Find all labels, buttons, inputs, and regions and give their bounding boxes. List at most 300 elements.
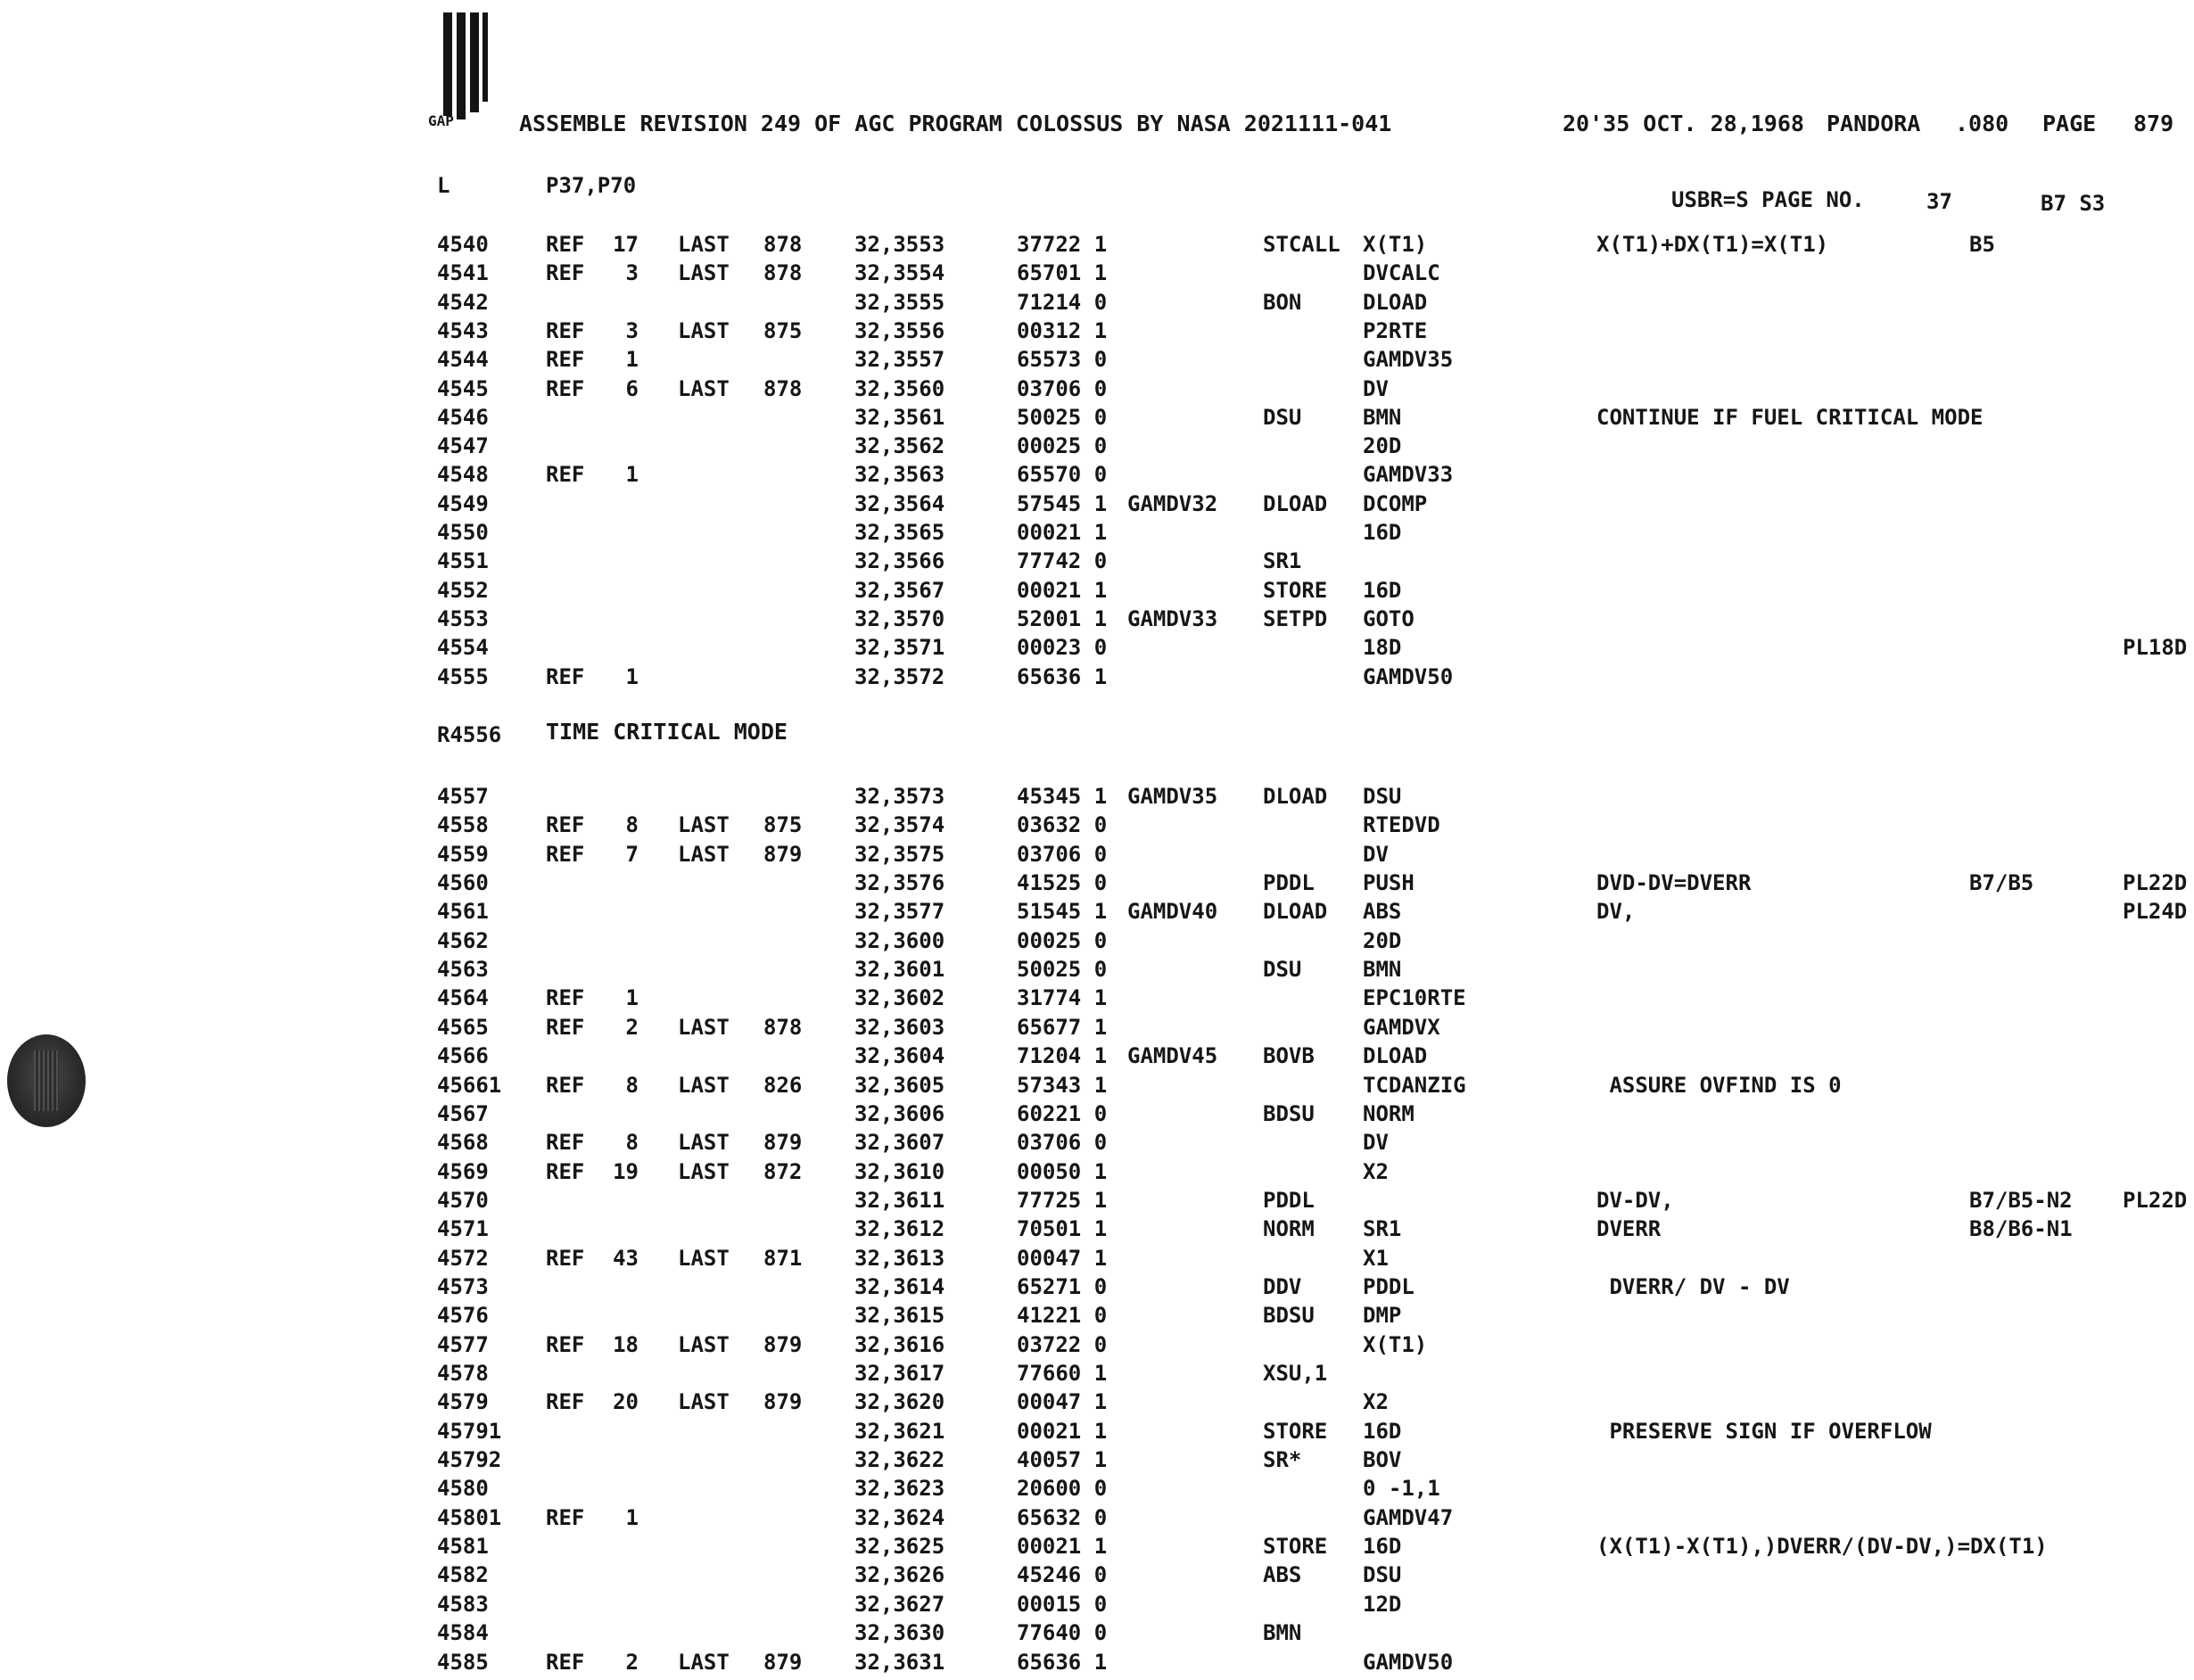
ref-marker: REF bbox=[546, 1504, 585, 1530]
octal-code: 00047 1 bbox=[1017, 1245, 1108, 1271]
ref-marker: REF bbox=[546, 812, 585, 838]
octal-code: 00021 1 bbox=[1017, 520, 1108, 545]
line-number: 4554 bbox=[437, 635, 489, 661]
address: 32,3630 bbox=[854, 1620, 945, 1646]
listing-row bbox=[0, 522, 2194, 550]
ref-count: 20 bbox=[613, 1389, 639, 1415]
operand: 20D bbox=[1363, 927, 1402, 953]
listing-row bbox=[0, 637, 2194, 665]
listing-row bbox=[0, 1418, 2194, 1449]
line-number: 4576 bbox=[437, 1303, 489, 1329]
ref-marker: REF bbox=[546, 232, 585, 257]
last-marker: LAST bbox=[678, 1158, 730, 1184]
line-number: 4577 bbox=[437, 1331, 489, 1357]
comment: PRESERVE SIGN IF OVERFLOW bbox=[1596, 1418, 1932, 1444]
line-number: 4581 bbox=[437, 1534, 489, 1560]
address: 32,3554 bbox=[854, 260, 945, 286]
ref-count: 8 bbox=[625, 812, 639, 838]
operand: 16D bbox=[1363, 1418, 1402, 1444]
last-marker: LAST bbox=[678, 1014, 730, 1040]
address: 32,3574 bbox=[854, 812, 945, 838]
operand: X(T1) bbox=[1363, 1331, 1428, 1357]
scale-factor: B8/B6-N1 bbox=[1969, 1216, 2073, 1242]
octal-code: 20600 0 bbox=[1017, 1476, 1108, 1502]
listing-row bbox=[0, 1045, 2194, 1074]
comment: CONTINUE IF FUEL CRITICAL MODE bbox=[1596, 404, 1984, 430]
address: 32,3605 bbox=[854, 1072, 945, 1098]
listing-row bbox=[0, 550, 2194, 579]
octal-code: 70501 1 bbox=[1017, 1216, 1108, 1242]
opcode: DLOAD bbox=[1263, 784, 1328, 809]
line-number: 4584 bbox=[437, 1620, 489, 1646]
comment: DVERR/ DV - DV bbox=[1596, 1273, 1790, 1299]
header-code: .080 bbox=[1955, 111, 2009, 136]
octal-code: 65570 0 bbox=[1017, 462, 1108, 488]
comment: (X(T1)-X(T1),)DVERR/(DV-DV,)=DX(T1) bbox=[1596, 1534, 2048, 1560]
ref-count: 2 bbox=[625, 1014, 639, 1040]
operand: GAMDV35 bbox=[1363, 347, 1454, 373]
last-marker: LAST bbox=[678, 1331, 730, 1357]
operand: X(T1) bbox=[1363, 232, 1428, 257]
ref-marker: REF bbox=[546, 462, 585, 488]
address: 32,3556 bbox=[854, 317, 945, 343]
address: 32,3555 bbox=[854, 289, 945, 315]
address: 32,3570 bbox=[854, 605, 945, 631]
opcode: DLOAD bbox=[1263, 490, 1328, 516]
line-number: 4551 bbox=[437, 548, 489, 574]
octal-code: 00021 1 bbox=[1017, 1534, 1108, 1560]
line-number: 4571 bbox=[437, 1216, 489, 1242]
address: 32,3615 bbox=[854, 1303, 945, 1329]
listing-row bbox=[0, 1132, 2194, 1160]
octal-code: 03706 0 bbox=[1017, 1130, 1108, 1156]
octal-code: 52001 1 bbox=[1017, 605, 1108, 631]
listing-row bbox=[0, 404, 2194, 435]
octal-code: 77660 1 bbox=[1017, 1361, 1108, 1386]
listing-row bbox=[0, 1305, 2194, 1333]
octal-code: 50025 0 bbox=[1017, 957, 1108, 983]
ref-count: 1 bbox=[625, 347, 639, 373]
last-page: 879 bbox=[763, 1389, 803, 1415]
operand: BOV bbox=[1363, 1447, 1402, 1473]
header-title: ASSEMBLE REVISION 249 OF AGC PROGRAM COLOSSUS BY NASA 2021111-041 bbox=[519, 111, 1392, 136]
line-number: 45661 bbox=[437, 1072, 502, 1098]
push-list: PL22D bbox=[2123, 1187, 2188, 1213]
ref-marker: REF bbox=[546, 1072, 585, 1098]
line-number: 4561 bbox=[437, 899, 489, 925]
line-number: 4546 bbox=[437, 404, 489, 430]
octal-code: 00025 0 bbox=[1017, 927, 1108, 953]
line-number: 4557 bbox=[437, 784, 489, 809]
last-marker: LAST bbox=[678, 1245, 730, 1271]
opcode: DSU bbox=[1263, 957, 1302, 983]
operand: PDDL bbox=[1363, 1273, 1415, 1299]
octal-code: 00021 1 bbox=[1017, 1418, 1108, 1444]
operand: DCOMP bbox=[1363, 490, 1428, 516]
last-page: 878 bbox=[763, 260, 803, 286]
listing-row bbox=[0, 663, 2194, 695]
line-number: 4563 bbox=[437, 957, 489, 983]
last-marker: LAST bbox=[678, 260, 730, 286]
address: 32,3573 bbox=[854, 784, 945, 809]
opcode: PDDL bbox=[1263, 1187, 1315, 1213]
operand: NORM bbox=[1363, 1100, 1415, 1126]
octal-code: 65636 1 bbox=[1017, 1649, 1108, 1675]
last-page: 878 bbox=[763, 375, 803, 401]
operand: X2 bbox=[1363, 1389, 1389, 1415]
octal-code: 37722 1 bbox=[1017, 232, 1108, 257]
operand: EPC10RTE bbox=[1363, 985, 1466, 1011]
scale-factors: B7 S3 bbox=[2041, 191, 2106, 216]
ref-marker: REF bbox=[546, 347, 585, 373]
line-number: 45801 bbox=[437, 1504, 502, 1530]
header-date: 20'35 OCT. 28,1968 bbox=[1563, 111, 1804, 136]
last-page: 879 bbox=[763, 841, 803, 867]
line-number: 4558 bbox=[437, 812, 489, 838]
ref-marker: REF bbox=[546, 1014, 585, 1040]
ref-marker: REF bbox=[546, 1331, 585, 1357]
comment: ASSURE OVFIND IS 0 bbox=[1596, 1072, 1842, 1098]
last-page: 878 bbox=[763, 232, 803, 257]
listing-row bbox=[0, 1622, 2194, 1651]
octal-code: 60221 0 bbox=[1017, 1100, 1108, 1126]
opcode: XSU,1 bbox=[1263, 1361, 1328, 1386]
octal-code: 00047 1 bbox=[1017, 1389, 1108, 1415]
section-comment: TIME CRITICAL MODE bbox=[546, 719, 788, 745]
label: GAMDV40 bbox=[1127, 899, 1218, 925]
listing-row bbox=[0, 1391, 2194, 1420]
operand: GAMDVX bbox=[1363, 1014, 1440, 1040]
listing-row bbox=[0, 234, 2194, 262]
label: GAMDV35 bbox=[1127, 784, 1218, 809]
operand: SR1 bbox=[1363, 1216, 1402, 1242]
last-page: 879 bbox=[763, 1130, 803, 1156]
ref-count: 8 bbox=[625, 1130, 639, 1156]
address: 32,3601 bbox=[854, 957, 945, 983]
operand: GAMDV50 bbox=[1363, 663, 1454, 689]
last-page: 879 bbox=[763, 1649, 803, 1675]
operand: 12D bbox=[1363, 1591, 1402, 1617]
push-list: PL18D bbox=[2123, 635, 2188, 661]
listing-row bbox=[0, 872, 2194, 901]
address: 32,3603 bbox=[854, 1014, 945, 1040]
ref-count: 6 bbox=[625, 375, 639, 401]
line-number: 4550 bbox=[437, 520, 489, 545]
address: 32,3553 bbox=[854, 232, 945, 257]
section-line-number: R4556 bbox=[437, 722, 502, 747]
line-number: 4570 bbox=[437, 1187, 489, 1213]
address: 32,3622 bbox=[854, 1447, 945, 1473]
listing-row bbox=[0, 289, 2194, 320]
line-number: 4583 bbox=[437, 1591, 489, 1617]
header-page-label: PAGE bbox=[2042, 111, 2097, 136]
address: 32,3620 bbox=[854, 1389, 945, 1415]
address: 32,3613 bbox=[854, 1245, 945, 1271]
operand: ABS bbox=[1363, 899, 1402, 925]
line-number: 4559 bbox=[437, 841, 489, 867]
opcode: STCALL bbox=[1263, 232, 1340, 257]
octal-code: 45246 0 bbox=[1017, 1562, 1108, 1588]
address: 32,3631 bbox=[854, 1649, 945, 1675]
operand: DLOAD bbox=[1363, 1043, 1428, 1069]
operand: X2 bbox=[1363, 1158, 1389, 1184]
listing-row bbox=[0, 1331, 2194, 1363]
line-number: 4553 bbox=[437, 605, 489, 631]
operand: GAMDV47 bbox=[1363, 1504, 1454, 1530]
line-number: 4543 bbox=[437, 317, 489, 343]
opcode: BON bbox=[1263, 289, 1302, 315]
ref-marker: REF bbox=[546, 985, 585, 1011]
line-number: 4547 bbox=[437, 433, 489, 459]
octal-code: 45345 1 bbox=[1017, 784, 1108, 809]
octal-code: 65701 1 bbox=[1017, 260, 1108, 286]
last-marker: LAST bbox=[678, 1130, 730, 1156]
operand: DV bbox=[1363, 1130, 1389, 1156]
last-marker: LAST bbox=[678, 317, 730, 343]
header-machine: PANDORA bbox=[1827, 111, 1921, 136]
listing-row bbox=[0, 1449, 2194, 1478]
line-number: 4580 bbox=[437, 1476, 489, 1502]
opcode: SETPD bbox=[1263, 605, 1328, 631]
line-number: 4541 bbox=[437, 260, 489, 286]
operand: GOTO bbox=[1363, 605, 1415, 631]
comment: DV, bbox=[1596, 899, 1636, 925]
octal-code: 77725 1 bbox=[1017, 1187, 1108, 1213]
address: 32,3612 bbox=[854, 1216, 945, 1242]
opcode: DLOAD bbox=[1263, 899, 1328, 925]
listing-row bbox=[0, 577, 2194, 608]
listing-row bbox=[0, 814, 2194, 843]
octal-code: 50025 0 bbox=[1017, 404, 1108, 430]
push-list: PL22D bbox=[2123, 870, 2188, 896]
listing-row bbox=[0, 1014, 2194, 1045]
opcode: BDSU bbox=[1263, 1100, 1315, 1126]
ref-count: 2 bbox=[625, 1649, 639, 1675]
address: 32,3614 bbox=[854, 1273, 945, 1299]
address: 32,3562 bbox=[854, 433, 945, 459]
last-marker: LAST bbox=[678, 812, 730, 838]
listing-row bbox=[0, 927, 2194, 959]
operand: 20D bbox=[1363, 433, 1402, 459]
listing-row bbox=[0, 349, 2194, 377]
octal-code: 65573 0 bbox=[1017, 347, 1108, 373]
listing-row bbox=[0, 1100, 2194, 1132]
address: 32,3602 bbox=[854, 985, 945, 1011]
ref-marker: REF bbox=[546, 1389, 585, 1415]
octal-code: 41525 0 bbox=[1017, 870, 1108, 896]
listing-row bbox=[0, 841, 2194, 872]
address: 32,3617 bbox=[854, 1361, 945, 1386]
address: 32,3600 bbox=[854, 927, 945, 953]
label: GAMDV33 bbox=[1127, 605, 1218, 631]
address: 32,3604 bbox=[854, 1043, 945, 1069]
listing-row bbox=[0, 786, 2194, 814]
line-number: 4549 bbox=[437, 490, 489, 516]
ref-marker: REF bbox=[546, 1245, 585, 1271]
address: 32,3606 bbox=[854, 1100, 945, 1126]
address: 32,3567 bbox=[854, 577, 945, 603]
opcode: BMN bbox=[1263, 1620, 1302, 1646]
octal-code: 65271 0 bbox=[1017, 1273, 1108, 1299]
listing-row bbox=[0, 605, 2194, 637]
octal-code: 40057 1 bbox=[1017, 1447, 1108, 1473]
listing-row bbox=[0, 1363, 2194, 1391]
ref-count: 1 bbox=[625, 985, 639, 1011]
line-number: 4578 bbox=[437, 1361, 489, 1386]
opcode: BDSU bbox=[1263, 1303, 1315, 1329]
line-number: 4542 bbox=[437, 289, 489, 315]
operand: 0 -1,1 bbox=[1363, 1476, 1440, 1502]
line-number: 4548 bbox=[437, 462, 489, 488]
operand: DSU bbox=[1363, 1562, 1402, 1588]
address: 32,3623 bbox=[854, 1476, 945, 1502]
last-marker: LAST bbox=[678, 232, 730, 257]
ref-marker: REF bbox=[546, 375, 585, 401]
label: GAMDV32 bbox=[1127, 490, 1218, 516]
address: 32,3627 bbox=[854, 1591, 945, 1617]
ref-count: 18 bbox=[613, 1331, 639, 1357]
listing-row bbox=[0, 490, 2194, 522]
opcode: DSU bbox=[1263, 404, 1302, 430]
address: 32,3561 bbox=[854, 404, 945, 430]
line-number: 4545 bbox=[437, 375, 489, 401]
address: 32,3616 bbox=[854, 1331, 945, 1357]
line-number: 4552 bbox=[437, 577, 489, 603]
listing-row bbox=[0, 435, 2194, 464]
octal-code: 00312 1 bbox=[1017, 317, 1108, 343]
address: 32,3624 bbox=[854, 1504, 945, 1530]
scale-factor: B7/B5-N2 bbox=[1969, 1187, 2073, 1213]
ref-marker: REF bbox=[546, 317, 585, 343]
operand: 16D bbox=[1363, 520, 1402, 545]
scale-factor: B5 bbox=[1969, 232, 1995, 257]
octal-code: 03632 0 bbox=[1017, 812, 1108, 838]
listing-row bbox=[0, 375, 2194, 407]
address: 32,3565 bbox=[854, 520, 945, 545]
opcode: STORE bbox=[1263, 1534, 1328, 1560]
octal-code: 03706 0 bbox=[1017, 841, 1108, 867]
comment: X(T1)+DX(T1)=X(T1) bbox=[1596, 232, 1829, 257]
label: GAMDV45 bbox=[1127, 1043, 1218, 1069]
octal-code: 65636 1 bbox=[1017, 663, 1108, 689]
ref-count: 3 bbox=[625, 260, 639, 286]
address: 32,3566 bbox=[854, 548, 945, 574]
listing-row bbox=[0, 1591, 2194, 1622]
operand: DV bbox=[1363, 841, 1389, 867]
line-number: 4567 bbox=[437, 1100, 489, 1126]
last-page: 826 bbox=[763, 1072, 803, 1098]
last-page: 875 bbox=[763, 812, 803, 838]
line-number: 45792 bbox=[437, 1447, 502, 1473]
octal-code: 77742 0 bbox=[1017, 548, 1108, 574]
operand: 16D bbox=[1363, 577, 1402, 603]
ref-count: 1 bbox=[625, 663, 639, 689]
comment: DV-DV, bbox=[1596, 1187, 1674, 1213]
operand: RTEDVD bbox=[1363, 812, 1440, 838]
line-number: 4540 bbox=[437, 232, 489, 257]
address: 32,3563 bbox=[854, 462, 945, 488]
line-number: 4565 bbox=[437, 1014, 489, 1040]
operand: X1 bbox=[1363, 1245, 1389, 1271]
last-page: 878 bbox=[763, 1014, 803, 1040]
opcode: BOVB bbox=[1263, 1043, 1315, 1069]
octal-code: 31774 1 bbox=[1017, 985, 1108, 1011]
ref-count: 17 bbox=[613, 232, 639, 257]
comment: DVERR bbox=[1596, 1216, 1662, 1242]
ref-marker: REF bbox=[546, 1130, 585, 1156]
last-marker: LAST bbox=[678, 375, 730, 401]
listing-row bbox=[0, 1158, 2194, 1190]
octal-code: 65677 1 bbox=[1017, 1014, 1108, 1040]
octal-code: 00050 1 bbox=[1017, 1158, 1108, 1184]
line-number: 4544 bbox=[437, 347, 489, 373]
header-logo: GAP bbox=[428, 112, 454, 129]
ref-count: 19 bbox=[613, 1158, 639, 1184]
listing-row bbox=[0, 317, 2194, 349]
address: 32,3621 bbox=[854, 1418, 945, 1444]
operand: PUSH bbox=[1363, 870, 1415, 896]
ref-marker: REF bbox=[546, 841, 585, 867]
line-number: 45791 bbox=[437, 1418, 502, 1444]
ref-marker: REF bbox=[546, 1649, 585, 1675]
address: 32,3560 bbox=[854, 375, 945, 401]
operand: TCDANZIG bbox=[1363, 1072, 1466, 1098]
operand: 18D bbox=[1363, 635, 1402, 661]
octal-code: 03706 0 bbox=[1017, 375, 1108, 401]
line-number: 4569 bbox=[437, 1158, 489, 1184]
listing-row bbox=[0, 1536, 2194, 1564]
octal-code: 57343 1 bbox=[1017, 1072, 1108, 1098]
address: 32,3572 bbox=[854, 663, 945, 689]
address: 32,3577 bbox=[854, 899, 945, 925]
opcode: STORE bbox=[1263, 1418, 1328, 1444]
octal-code: 51545 1 bbox=[1017, 899, 1108, 925]
listing-row bbox=[0, 1245, 2194, 1276]
octal-code: 00021 1 bbox=[1017, 577, 1108, 603]
line-number: 4555 bbox=[437, 663, 489, 689]
address: 32,3610 bbox=[854, 1158, 945, 1184]
octal-code: 71214 0 bbox=[1017, 289, 1108, 315]
ref-marker: REF bbox=[546, 260, 585, 286]
last-marker: LAST bbox=[678, 1072, 730, 1098]
listing-row bbox=[0, 1504, 2194, 1536]
ref-count: 1 bbox=[625, 1504, 639, 1530]
address: 32,3564 bbox=[854, 490, 945, 516]
address: 32,3576 bbox=[854, 870, 945, 896]
scale-factor: B7/B5 bbox=[1969, 870, 2034, 896]
line-number: 4573 bbox=[437, 1273, 489, 1299]
ref-count: 7 bbox=[625, 841, 639, 867]
octal-code: 57545 1 bbox=[1017, 490, 1108, 516]
ref-count: 8 bbox=[625, 1072, 639, 1098]
listing-row bbox=[0, 1564, 2194, 1593]
operand: P2RTE bbox=[1363, 317, 1428, 343]
address: 32,3571 bbox=[854, 635, 945, 661]
operand: DMP bbox=[1363, 1303, 1402, 1329]
listing-row bbox=[0, 464, 2194, 492]
opcode: NORM bbox=[1263, 1216, 1315, 1242]
address: 32,3607 bbox=[854, 1130, 945, 1156]
opcode: SR1 bbox=[1263, 548, 1302, 574]
line-number: 4572 bbox=[437, 1245, 489, 1271]
binder-hole bbox=[7, 1034, 86, 1127]
ref-marker: REF bbox=[546, 663, 585, 689]
address: 32,3626 bbox=[854, 1562, 945, 1588]
octal-code: 77640 0 bbox=[1017, 1620, 1108, 1646]
comment: DVD-DV=DVERR bbox=[1596, 870, 1752, 896]
last-marker: LAST bbox=[678, 1389, 730, 1415]
last-marker: LAST bbox=[678, 841, 730, 867]
